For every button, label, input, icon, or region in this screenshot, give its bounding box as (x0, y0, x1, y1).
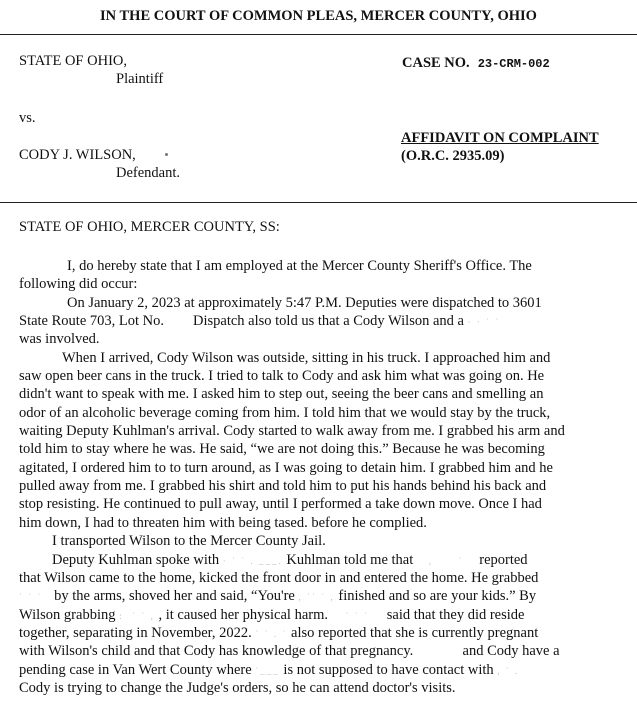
body-line: following did occur: (19, 276, 138, 292)
body-line-text: Kuhlman told me that (286, 552, 414, 568)
body-line-text: is not supposed to have contact with (283, 662, 494, 678)
document-title: AFFIDAVIT ON COMPLAINT (401, 130, 599, 146)
body-line-text: , it caused her physical harm. (158, 607, 328, 623)
body-line: odor of an alcoholic beverage coming from him. I told him that we would stay by the truck, (19, 405, 551, 421)
plaintiff-name: STATE OF OHIO, (19, 53, 127, 69)
body-line: I, do hereby state that I am employed at the Mercer County Sheriff's Office. The (67, 258, 532, 274)
body-line-text: State Route 703, Lot No. Dispatch also told us that a Cody Wilson and a (19, 313, 464, 329)
body-line (52, 552, 528, 569)
body-line: pulled away from me. I grabbed his shirt and told him to put his hands behind his back and (19, 478, 547, 494)
body-line-text: by the arms, shoved her and said, “You're (54, 588, 295, 604)
caption-divider (0, 202, 637, 203)
body-line: stop resisting. He continued to pull away, until I performed a take down move. Once I had (19, 496, 542, 512)
redaction-mark: , ˙˙ ˙ , (298, 591, 335, 602)
redaction-mark: · · ˙ ˙ (467, 316, 501, 327)
body-line-text: also reported that she is currently pregnant (291, 625, 539, 641)
body-line-text: Deputy Kuhlman spoke with (52, 552, 220, 568)
case-number-block (402, 55, 550, 72)
body-line-text: Wilson grabbing (19, 607, 116, 623)
redaction-mark: · ˙ ˙ . ___. (222, 555, 283, 566)
body-line-text: reported (479, 552, 528, 568)
body-line-text: finished and so are your kids.” By (338, 588, 537, 604)
header-divider (0, 34, 637, 35)
body-line: On January 2, 2023 at approximately 5:47 P.M. Deputies were dispatched to 3601 (67, 295, 542, 311)
statute-reference: (O.R.C. 2935.09) (401, 148, 505, 164)
venue-line: STATE OF OHIO, MERCER COUNTY, SS: (19, 219, 280, 235)
body-line-text: and Cody have a (462, 643, 560, 659)
body-line (19, 662, 519, 679)
redaction-mark: : ˙ ˙ , (119, 610, 155, 621)
body-line: When I arrived, Cody Wilson was outside, sitting in his truck. I approached him and (62, 350, 551, 366)
body-line (19, 313, 500, 330)
defendant-role: Defendant. (116, 165, 181, 181)
body-line: I transported Wilson to the Mercer County Jail. (52, 533, 326, 549)
redaction-mark: , ˙ (428, 555, 464, 566)
court-header: IN THE COURT OF COMMON PLEAS, MERCER COUNTY, OHIO (100, 8, 537, 24)
body-line (19, 643, 560, 660)
plaintiff-role: Plaintiff (116, 71, 164, 87)
redaction-mark: ˙___ (255, 665, 280, 676)
defendant-name: CODY J. WILSON, (19, 147, 136, 163)
body-line: didn't want to speak with me. I asked him to step out, seeing the beer cans and smelling an (19, 386, 544, 402)
body-line-text: with Wilson's child and that Cody has knowledge of that pregnancy. (19, 643, 414, 659)
scan-speck (165, 153, 168, 156)
body-line-text: pending case in Van Wert County where (19, 662, 252, 678)
redaction-mark: , ˙ . (497, 665, 520, 676)
body-line: him down, I had to threaten him with being tased. before he complied. (19, 515, 427, 531)
body-line: was involved. (19, 331, 100, 347)
body-line: Cody is trying to change the Judge's orders, so he can attend doctor's visits. (19, 680, 456, 696)
body-line: saw open beer cans in the truck. I tried to talk to Cody and ask him what was going on. He (19, 368, 545, 384)
case-number-value: 23-CRM-002 (477, 57, 550, 71)
body-line (19, 607, 524, 624)
redaction-mark: ˙ ˙ ˙ (345, 610, 370, 621)
body-line: that Wilson came to the home, kicked the front door in and entered the home. He grabbed (19, 570, 539, 586)
versus-label: vs. (19, 110, 36, 126)
redaction-mark: ˙ ˙ ˙ (19, 591, 43, 602)
body-line-text: said that they did reside (386, 607, 525, 623)
body-line: told him to stay where he was. He said, “we are not doing this.” Because he was becoming (19, 441, 545, 457)
case-number-label: CASE NO. (402, 55, 470, 71)
body-line (19, 625, 538, 642)
body-line: agitated, I ordered him to to turn around, as I was going to detain him. I grabbed him and he (19, 460, 553, 476)
body-line: waiting Deputy Kuhlman's arrival. Cody started to walk away from me. I grabbed his arm and (19, 423, 565, 439)
body-line (19, 588, 536, 605)
redaction-mark: ˙ ˙ . ˙ (255, 628, 288, 639)
body-line-text: together, separating in November, 2022. (19, 625, 252, 641)
